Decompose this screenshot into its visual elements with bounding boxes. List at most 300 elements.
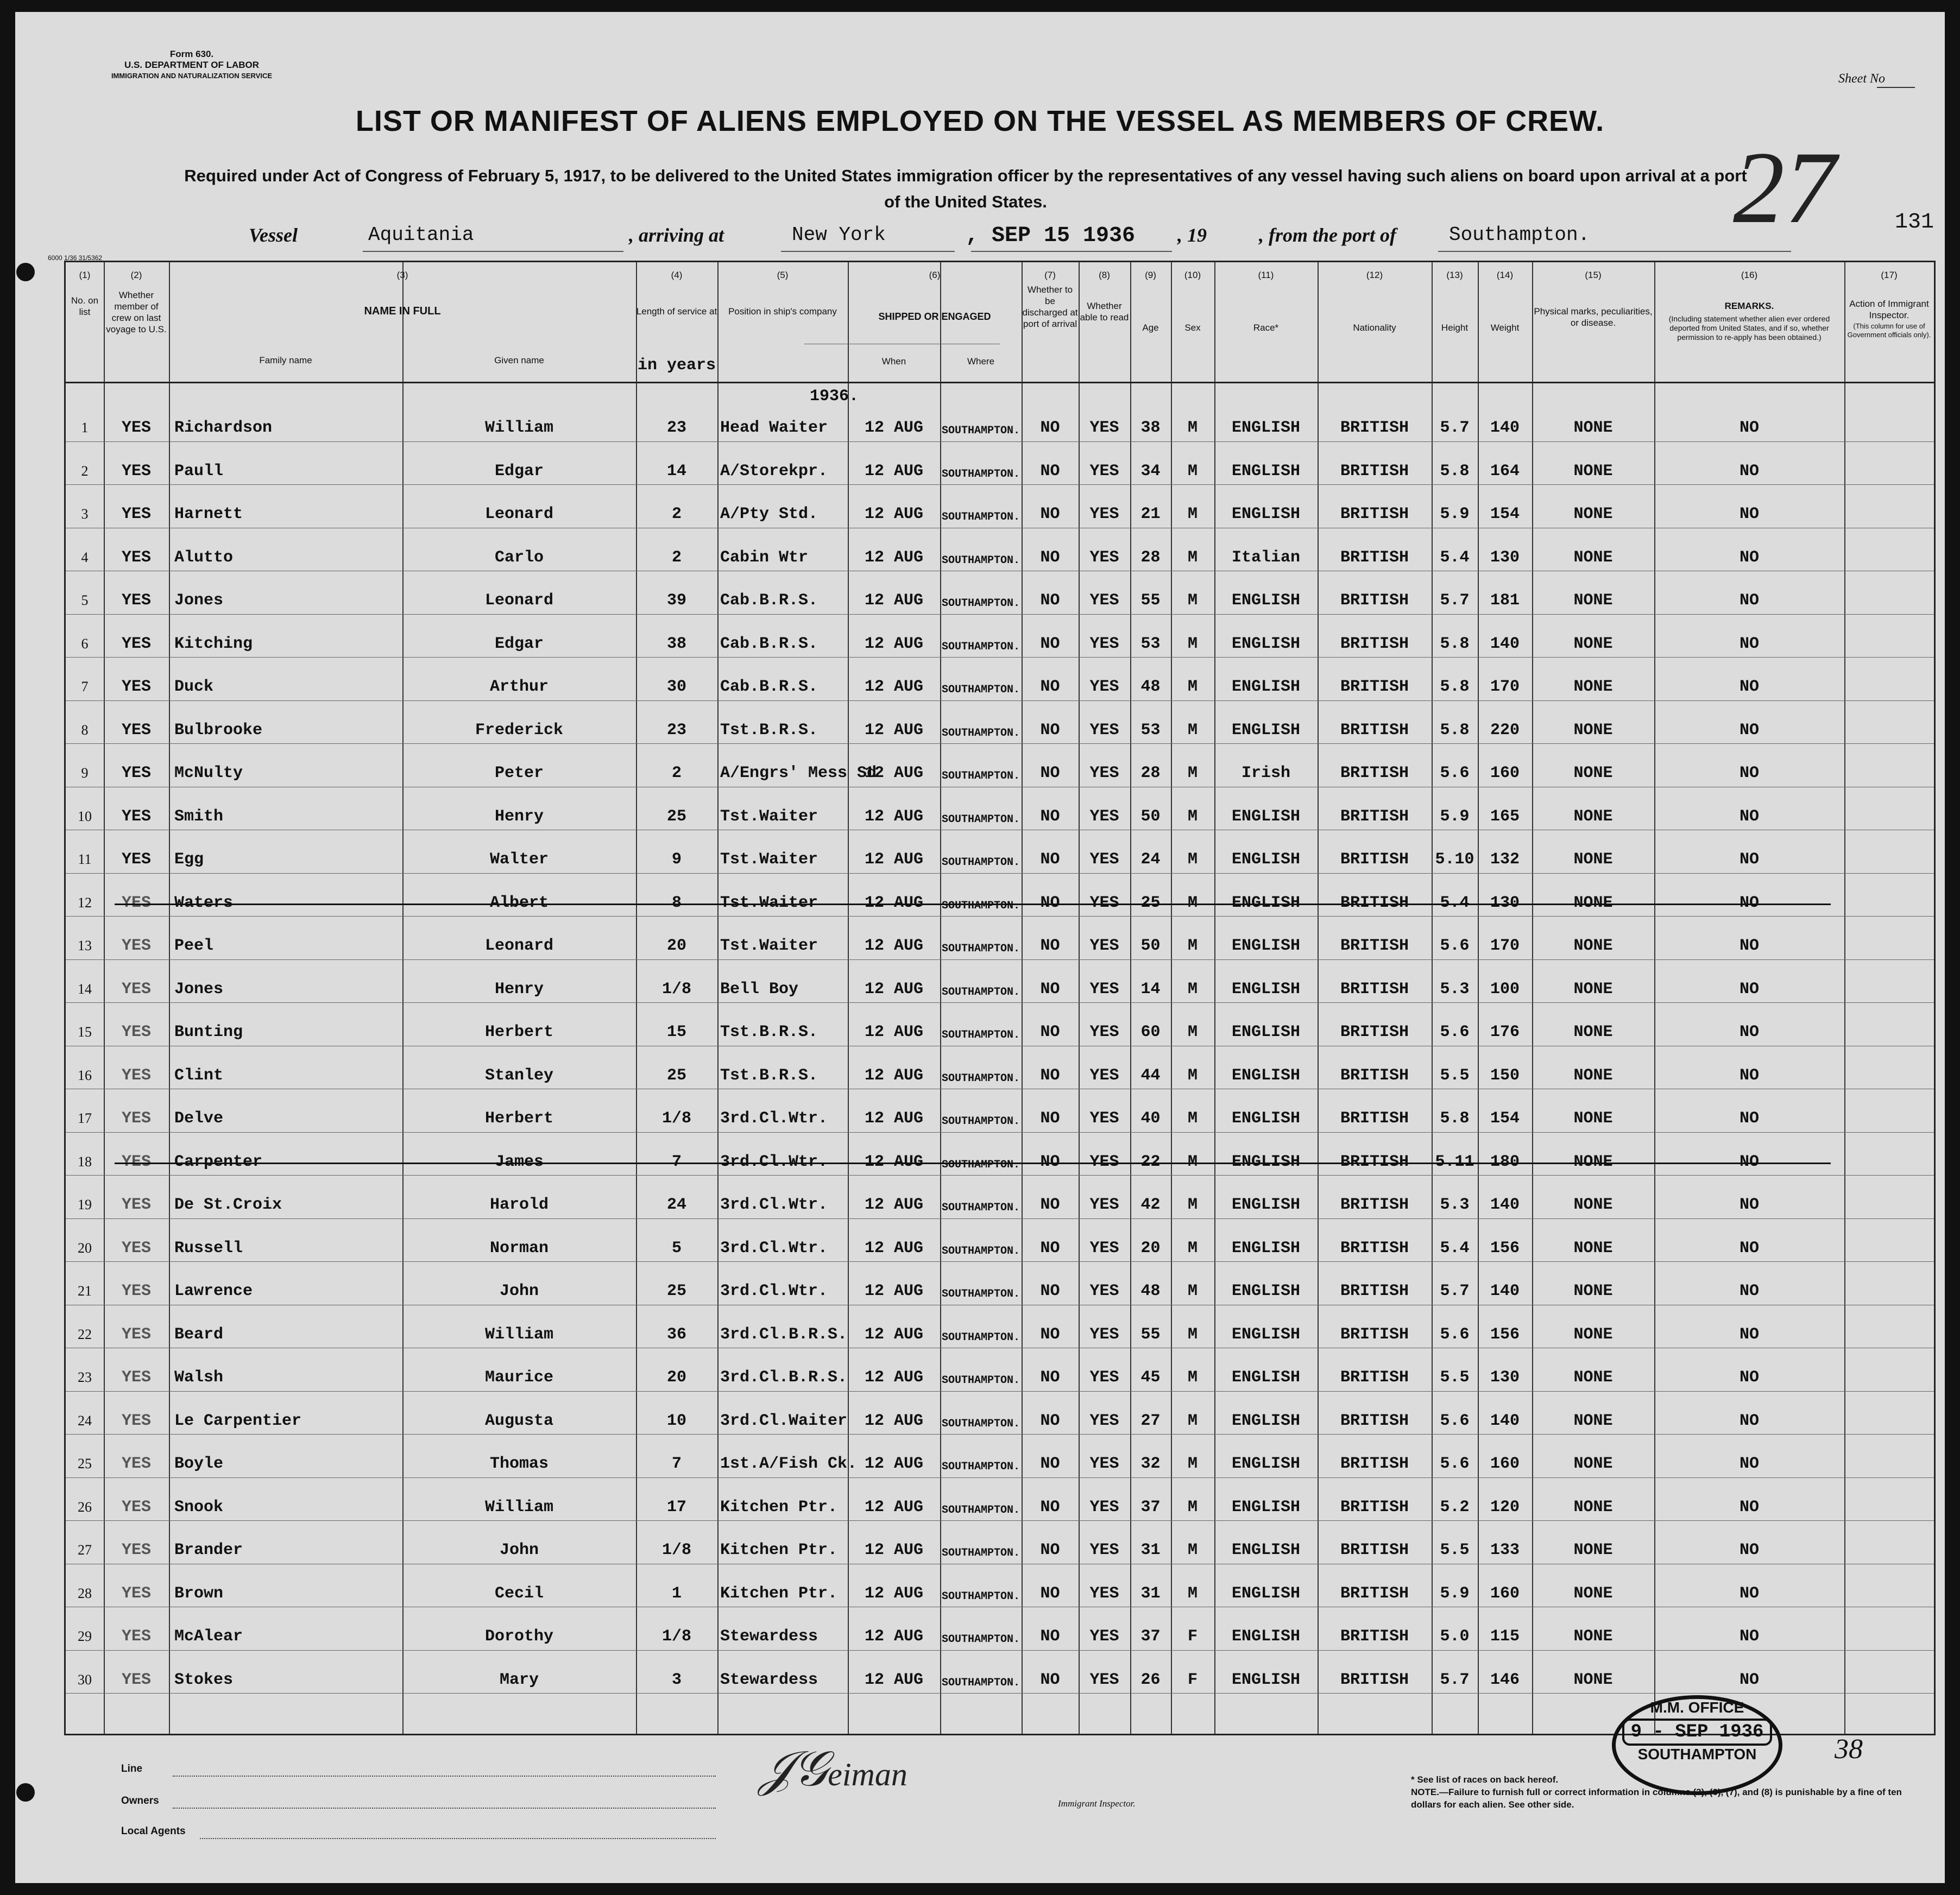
cell-when: 12 AUG [864,678,924,696]
cell-remarks: NO [1739,764,1759,782]
arrival-date-stamp: , SEP 15 1936 [966,224,1136,248]
cell-where: SOUTHAMPTON. [941,1288,1020,1300]
cell-age: 20 [1140,1239,1161,1258]
from-port: Southampton. [1449,224,1590,246]
cell-sex: M [1187,505,1198,523]
cell-no: 28 [78,1585,92,1601]
cell-weight: 220 [1490,721,1520,740]
cell-no: 30 [78,1671,92,1688]
cell-read: YES [1089,807,1119,826]
cell-race: ENGLISH [1231,1411,1301,1430]
cell-given: John [499,1282,539,1300]
cell-physical: NONE [1573,1325,1613,1344]
cell-no: 23 [78,1369,92,1385]
cell-prev: YES [121,591,151,610]
cell-service: 24 [666,1196,686,1214]
cell-service: 9 [671,850,682,869]
cell-given: Leonard [484,505,554,523]
cell-service: 10 [666,1411,686,1430]
cell-given: Mary [499,1670,539,1689]
cell-where: SOUTHAMPTON. [941,943,1020,955]
cell-physical: NONE [1573,462,1613,481]
cell-position: Tst.Waiter [720,850,818,869]
cell-where: SOUTHAMPTON. [941,425,1020,437]
column-number: (7) [1044,270,1056,280]
cell-where: SOUTHAMPTON. [941,1374,1020,1387]
cell-no: 10 [78,808,92,824]
cell-remarks: NO [1739,850,1759,869]
cell-height: 5.5 [1440,1368,1470,1387]
column-rule [1844,262,1845,1734]
column-rule [717,262,719,1734]
cell-no: 17 [78,1110,92,1126]
cell-nationality: BRITISH [1340,1627,1409,1646]
cell-age: 31 [1140,1584,1161,1603]
row-rule [66,1520,1934,1521]
cell-age: 22 [1140,1152,1161,1171]
cell-prev: YES [121,807,151,826]
cell-nationality: BRITISH [1340,505,1409,523]
header-sex: Sex [1184,323,1201,333]
cell-read: YES [1089,764,1119,782]
cell-prev: YES [121,1584,151,1603]
cell-remarks: NO [1739,591,1759,610]
cell-nationality: BRITISH [1340,1152,1409,1171]
cell-no: 13 [78,938,92,953]
column-number: (13) [1446,270,1463,280]
cell-given: Cecil [494,1584,544,1603]
cell-sex: M [1187,1282,1198,1300]
cell-service: 2 [671,548,682,567]
cell-physical: NONE [1573,721,1613,740]
cell-race: ENGLISH [1231,1455,1301,1473]
cell-height: 5.4 [1440,548,1470,567]
row-rule [66,484,1934,485]
cell-remarks: NO [1739,893,1759,912]
header-physical: Physical marks, peculiarities, or disease. [1534,306,1653,328]
cell-nationality: BRITISH [1340,893,1409,912]
cell-remarks: NO [1739,634,1759,653]
cell-given: Edgar [494,634,544,653]
cell-age: 21 [1140,505,1161,523]
cell-race: ENGLISH [1231,419,1301,437]
cell-prev: YES [121,937,151,955]
cell-weight: 160 [1490,1455,1520,1473]
cell-remarks: NO [1739,807,1759,826]
cell-prev: YES [121,505,151,523]
cell-weight: 164 [1490,462,1520,481]
cell-read: YES [1089,721,1119,740]
cell-where: SOUTHAMPTON. [941,986,1020,999]
cell-prev: YES [121,634,151,653]
cell-height: 5.8 [1440,1109,1470,1128]
cell-sex: M [1187,1411,1198,1430]
column-number: (6) [929,270,941,280]
cell-weight: 100 [1490,980,1520,999]
handwritten-38: 38 [1835,1734,1863,1765]
cell-family: McNulty [174,764,243,782]
cell-prev: YES [121,1066,151,1085]
cell-service: 2 [671,764,682,782]
cell-where: SOUTHAMPTON. [941,899,1020,912]
cell-sex: M [1187,1584,1198,1603]
cell-prev: YES [121,1368,151,1387]
cell-given: John [499,1541,539,1559]
vessel-underline [363,251,623,252]
cell-discharged: NO [1040,937,1060,955]
cell-position: 3rd.Cl.Wtr. [720,1282,828,1300]
cell-when: 12 AUG [864,893,924,912]
cell-physical: NONE [1573,893,1613,912]
cell-discharged: NO [1040,419,1060,437]
cell-position: A/Pty Std. [720,505,818,523]
cell-height: 5.7 [1440,1670,1470,1689]
cell-weight: 156 [1490,1325,1520,1344]
manifest-subtitle: Required under Act of Congress of February 5, 1917, to be delivered to the United States immigration officer by the representatives of any vessel having such aliens on board upon arrival at a port of the United States. [184,166,1747,211]
cell-physical: NONE [1573,1152,1613,1171]
page-number: 131 [1894,210,1934,235]
cell-read: YES [1089,1152,1119,1171]
cell-sex: M [1187,764,1198,782]
cell-height: 5.8 [1440,678,1470,696]
cell-nationality: BRITISH [1340,764,1409,782]
cell-age: 50 [1140,937,1161,955]
cell-read: YES [1089,1325,1119,1344]
cell-service: 20 [666,937,686,955]
cell-position: Cabin Wtr [720,548,809,567]
cell-discharged: NO [1040,1239,1060,1258]
cell-prev: YES [121,1455,151,1473]
cell-prev: YES [121,1239,151,1258]
cell-discharged: NO [1040,1109,1060,1128]
cell-weight: 156 [1490,1239,1520,1258]
cell-sex: M [1187,419,1198,437]
column-number: (14) [1496,270,1514,280]
cell-where: SOUTHAMPTON. [941,1029,1020,1041]
cell-weight: 154 [1490,505,1520,523]
cell-service: 8 [671,893,682,912]
cell-read: YES [1089,1670,1119,1689]
cell-when: 12 AUG [864,1152,924,1171]
cell-service: 1/8 [661,980,691,999]
cell-position: Bell Boy [720,980,799,999]
header-name-in-full: NAME IN FULL [364,305,441,317]
cell-race: ENGLISH [1231,678,1301,696]
cell-nationality: BRITISH [1340,634,1409,653]
cell-physical: NONE [1573,1023,1613,1041]
cell-weight: 170 [1490,937,1520,955]
cell-position: Tst.B.R.S. [720,721,818,740]
cell-physical: NONE [1573,1239,1613,1258]
cell-no: 7 [81,679,89,694]
header-age: Age [1142,323,1159,333]
cell-physical: NONE [1573,1627,1613,1646]
from-port-label: , from the port of [1259,224,1397,246]
cell-family: Brander [174,1541,243,1559]
cell-physical: NONE [1573,1066,1613,1085]
cell-where: SOUTHAMPTON. [941,1547,1020,1559]
arriving-underline [781,251,955,252]
cell-race: Irish [1241,764,1290,782]
cell-where: SOUTHAMPTON. [941,554,1020,567]
cell-sex: M [1187,1368,1198,1387]
cell-nationality: BRITISH [1340,1196,1409,1214]
cell-physical: NONE [1573,1282,1613,1300]
cell-nationality: BRITISH [1340,1455,1409,1473]
cell-height: 5.10 [1435,850,1474,869]
cell-height: 5.8 [1440,462,1470,481]
header-shipped-engaged: SHIPPED OR ENGAGED [878,311,991,322]
inspector-label: Immigrant Inspector. [1058,1798,1136,1809]
cell-no: 24 [78,1412,92,1429]
cell-age: 14 [1140,980,1161,999]
cell-weight: 130 [1490,893,1520,912]
cell-discharged: NO [1040,1282,1060,1300]
cell-service: 39 [666,591,686,610]
cell-sex: F [1187,1670,1198,1689]
header-remarks-note: (Including statement whether alien ever ordered deported from United States, and if so, whether permission to re-apply has been obtained.) [1668,314,1830,342]
cell-height: 5.5 [1440,1066,1470,1085]
cell-position: Tst.Waiter [720,937,818,955]
cell-weight: 140 [1490,419,1520,437]
cell-prev: YES [121,462,151,481]
cell-position: A/Storekpr. [720,462,828,481]
cell-age: 53 [1140,634,1161,653]
header-given-name: Given name [494,355,544,365]
cell-where: SOUTHAMPTON. [941,684,1020,696]
cell-nationality: BRITISH [1340,1670,1409,1689]
cell-service: 2 [671,505,682,523]
cell-family: Lawrence [174,1282,253,1300]
cell-remarks: NO [1739,1368,1759,1387]
cell-nationality: BRITISH [1340,419,1409,437]
cell-remarks: NO [1739,1411,1759,1430]
cell-discharged: NO [1040,721,1060,740]
cell-discharged: NO [1040,764,1060,782]
cell-position: Tst.B.R.S. [720,1066,818,1085]
cell-weight: 160 [1490,764,1520,782]
cell-no: 29 [78,1628,92,1644]
column-number: (4) [671,270,683,280]
cell-remarks: NO [1739,1109,1759,1128]
footer-owners-label: Owners [121,1795,159,1806]
handwritten-sheet-number: 27 [1733,131,1836,245]
cell-sex: M [1187,462,1198,481]
cell-discharged: NO [1040,1023,1060,1041]
cell-weight: 170 [1490,678,1520,696]
cell-position: 1st.A/Fish Ck. [720,1455,858,1473]
cell-given: William [484,1498,554,1517]
cell-discharged: NO [1040,462,1060,481]
row-rule [66,1132,1934,1133]
cell-given: Stanley [484,1066,554,1085]
cell-discharged: NO [1040,634,1060,653]
cell-no: 4 [81,549,89,565]
cell-age: 40 [1140,1109,1161,1128]
cell-no: 15 [78,1024,92,1040]
cell-where: SOUTHAMPTON. [941,1202,1020,1214]
cell-sex: M [1187,634,1198,653]
column-number: (5) [777,270,789,280]
cell-family: McAlear [174,1627,243,1646]
cell-discharged: NO [1040,1325,1060,1344]
cell-race: ENGLISH [1231,634,1301,653]
cell-physical: NONE [1573,807,1613,826]
cell-height: 5.7 [1440,1282,1470,1300]
cell-age: 48 [1140,678,1161,696]
cell-no: 11 [78,851,92,867]
cell-sex: M [1187,721,1198,740]
year-label: , 19 [1177,224,1207,246]
cell-remarks: NO [1739,548,1759,567]
cell-race: ENGLISH [1231,937,1301,955]
header-separator [66,382,1934,383]
cell-family: Clint [174,1066,224,1085]
cell-where: SOUTHAMPTON. [941,1633,1020,1646]
row-strikethrough [115,1163,1831,1164]
header-where: Where [967,356,995,367]
cell-position: 3rd.Cl.Wtr. [720,1109,828,1128]
cell-sex: M [1187,1455,1198,1473]
cell-read: YES [1089,937,1119,955]
cell-physical: NONE [1573,678,1613,696]
cell-when: 12 AUG [864,505,924,523]
cell-position: 3rd.Cl.Waiter [720,1411,848,1430]
cell-read: YES [1089,850,1119,869]
cell-age: 32 [1140,1455,1161,1473]
cell-discharged: NO [1040,1627,1060,1646]
cell-where: SOUTHAMPTON. [941,1417,1020,1430]
cell-family: Richardson [174,419,273,437]
date-underline [971,251,1172,252]
cell-race: ENGLISH [1231,1584,1301,1603]
cell-family: Snook [174,1498,224,1517]
cell-prev: YES [121,1152,151,1171]
cell-nationality: BRITISH [1340,1584,1409,1603]
manifest-sheet [15,12,1945,1883]
cell-height: 5.8 [1440,721,1470,740]
header-family-name: Family name [259,355,312,365]
cell-given: Henry [494,980,544,999]
cell-no: 2 [81,463,89,479]
cell-weight: 181 [1490,591,1520,610]
column-number: (1) [79,270,91,280]
cell-when: 12 AUG [864,1023,924,1041]
cell-height: 5.4 [1440,1239,1470,1258]
footer-agents-rule [200,1838,716,1839]
cell-given: Walter [489,850,549,869]
cell-service: 20 [666,1368,686,1387]
cell-family: Duck [174,678,214,696]
cell-read: YES [1089,548,1119,567]
cell-where: SOUTHAMPTON. [941,468,1020,481]
cell-race: ENGLISH [1231,980,1301,999]
cell-remarks: NO [1739,462,1759,481]
cell-race: ENGLISH [1231,1325,1301,1344]
cell-age: 48 [1140,1282,1161,1300]
cell-physical: NONE [1573,548,1613,567]
cell-given: Henry [494,807,544,826]
from-port-underline [1438,251,1791,252]
cell-read: YES [1089,1627,1119,1646]
header-nationality: Nationality [1353,323,1396,333]
cell-read: YES [1089,634,1119,653]
cell-physical: NONE [1573,980,1613,999]
cell-position: Kitchen Ptr. [720,1498,838,1517]
column-number: (2) [130,270,142,280]
cell-weight: 160 [1490,1584,1520,1603]
cell-physical: NONE [1573,1584,1613,1603]
row-rule [66,657,1934,658]
cell-discharged: NO [1040,1411,1060,1430]
cell-read: YES [1089,678,1119,696]
cell-family: Stokes [174,1670,234,1689]
cell-prev: YES [121,1498,151,1517]
cell-where: SOUTHAMPTON. [941,1461,1020,1473]
cell-prev: YES [121,1541,151,1559]
cell-family: Egg [174,850,204,869]
cell-weight: 180 [1490,1152,1520,1171]
cell-weight: 146 [1490,1670,1520,1689]
cell-age: 28 [1140,548,1161,567]
cell-weight: 150 [1490,1066,1520,1085]
cell-family: Waters [174,893,234,912]
cell-age: 37 [1140,1627,1161,1646]
cell-height: 5.6 [1440,1455,1470,1473]
cell-age: 37 [1140,1498,1161,1517]
cell-physical: NONE [1573,1670,1613,1689]
footer-agents-label: Local Agents [121,1825,186,1837]
cell-position: Stewardess [720,1670,818,1689]
cell-age: 24 [1140,850,1161,869]
cell-discharged: NO [1040,1152,1060,1171]
cell-given: Harold [489,1196,549,1214]
cell-given: Leonard [484,937,554,955]
cell-read: YES [1089,1023,1119,1041]
cell-sex: M [1187,807,1198,826]
cell-remarks: NO [1739,980,1759,999]
cell-position: Tst.Waiter [720,807,818,826]
cell-nationality: BRITISH [1340,1498,1409,1517]
header-action: Action of Immigrant Inspector. [1849,299,1929,320]
cell-nationality: BRITISH [1340,1368,1409,1387]
cell-family: Beard [174,1325,224,1344]
row-rule [66,1650,1934,1651]
cell-race: ENGLISH [1231,1498,1301,1517]
cell-position: Kitchen Ptr. [720,1541,838,1559]
cell-nationality: BRITISH [1340,548,1409,567]
cell-given: Dorothy [484,1627,554,1646]
sheet-number-label: Sheet No [1838,72,1885,86]
cell-race: ENGLISH [1231,1282,1301,1300]
arriving-port: New York [792,224,886,246]
cell-discharged: NO [1040,893,1060,912]
stamp-port: SOUTHAMPTON [1637,1746,1757,1763]
cell-remarks: NO [1739,1325,1759,1344]
cell-read: YES [1089,1239,1119,1258]
cell-race: ENGLISH [1231,505,1301,523]
cell-age: 27 [1140,1411,1161,1430]
cell-when: 12 AUG [864,419,924,437]
cell-race: ENGLISH [1231,1541,1301,1559]
cell-height: 5.8 [1440,634,1470,653]
cell-given: Norman [489,1239,549,1258]
cell-service: 17 [666,1498,686,1517]
cell-weight: 140 [1490,1196,1520,1214]
cell-where: SOUTHAMPTON. [941,640,1020,653]
punch-hole [16,1783,35,1802]
row-rule [66,1218,1934,1219]
